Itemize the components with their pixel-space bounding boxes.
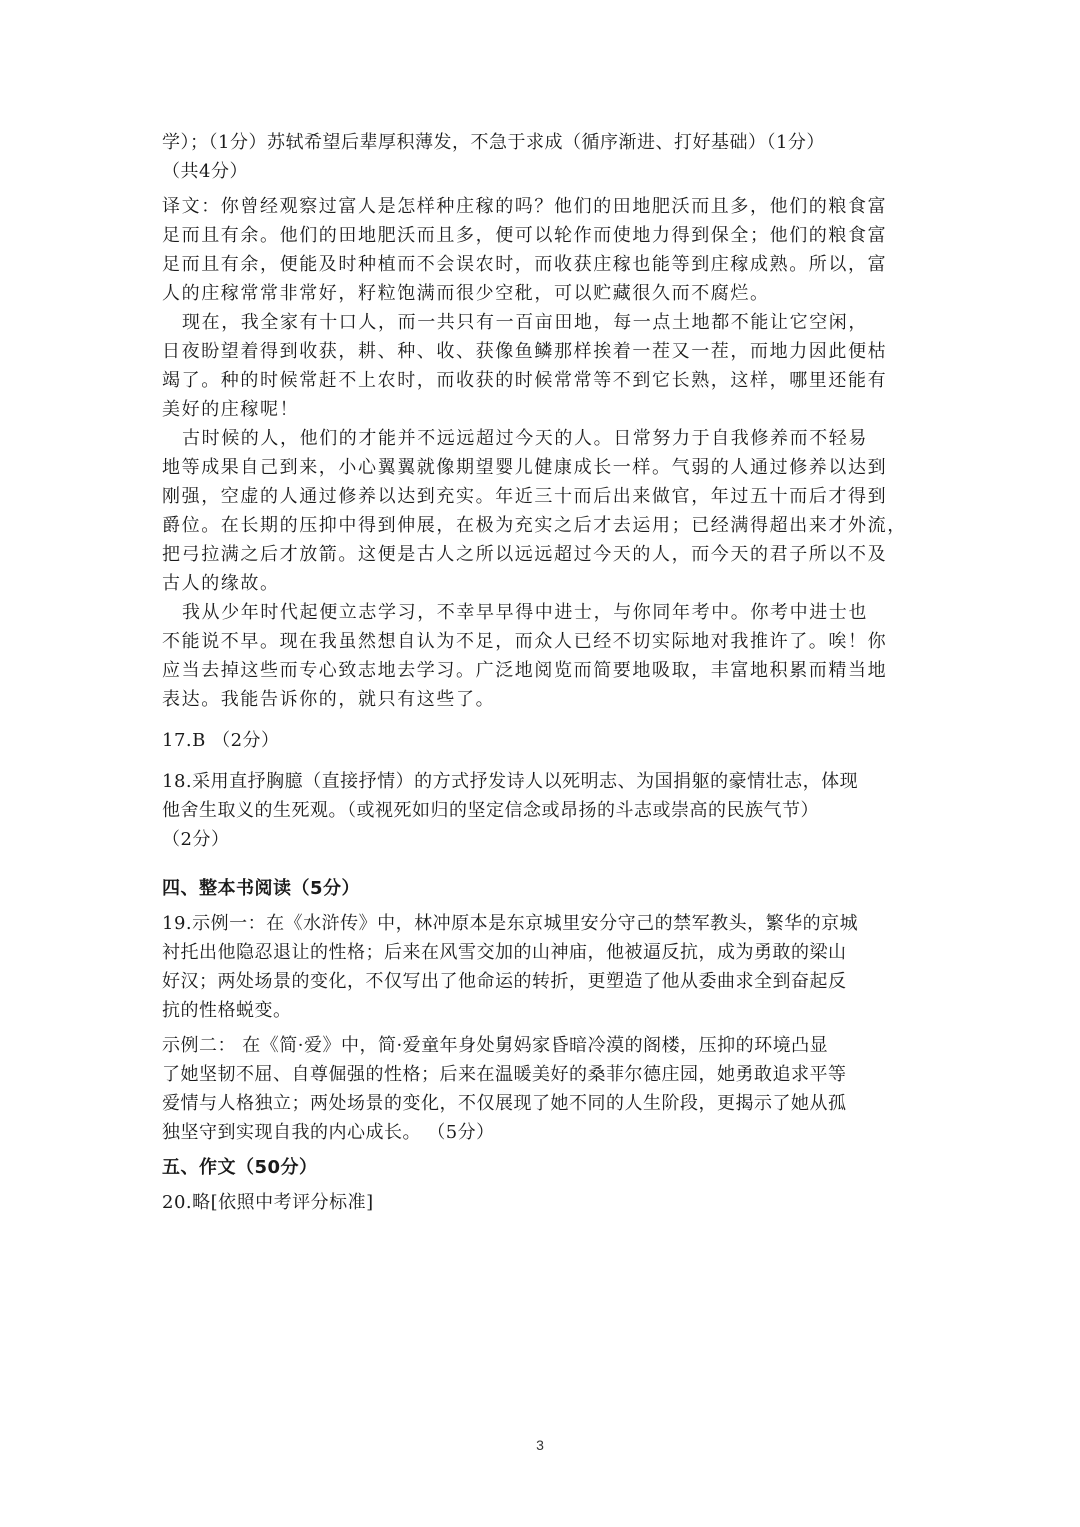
translation-p3-line-5: 把弓拉满之后才放箭。这便是古人之所以远远超过今天的人，而今天的君子所以不及 xyxy=(162,544,888,565)
translation-p4-line-2: 不能说不早。现在我虽然想自认为不足，而众人已经不切实际地对我推许了。唉！你 xyxy=(162,631,888,652)
translation-p3-line-4: 爵位。在长期的压抑中得到伸展，在极为充实之后才去运用；已经满得超出来才外流， xyxy=(162,515,907,536)
answer17: 17.B （2分） xyxy=(162,730,280,751)
translation-p2-line-4: 美好的庄稼呢！ xyxy=(162,399,300,420)
q19-example1-line-1: 19.示例一：在《水浒传》中，林冲原本是东京城里安分守己的禁军教头，繁华的京城 xyxy=(162,913,859,934)
q20-answer: 20.略[依照中考评分标准] xyxy=(162,1192,374,1213)
translation-p4-line-1: 我从少年时代起便立志学习，不幸早早得中进士，与你同年考中。你考中进士也 xyxy=(182,602,868,623)
answer16-line-2: （共4分） xyxy=(162,161,248,182)
answer18-line-2: 他舍生取义的生死观。（或视死如归的坚定信念或昂扬的斗志或崇高的民族气节） xyxy=(162,800,819,821)
translation-p4-line-4: 表达。我能告诉你的，就只有这些了。 xyxy=(162,689,496,710)
section5-heading: 五、作文（50分） xyxy=(162,1157,318,1178)
answer18-line-1: 18.采用直抒胸臆（直接抒情）的方式抒发诗人以死明志、为国捐躯的豪情壮志，体现 xyxy=(162,771,859,792)
translation-p1-line-1: 译文：你曾经观察过富人是怎样种庄稼的吗？他们的田地肥沃而且多，他们的粮食富 xyxy=(162,196,888,217)
q19-example2-line-2: 了她坚韧不屈、自尊倔强的性格；后来在温暖美好的桑菲尔德庄园，她勇敢追求平等 xyxy=(162,1064,847,1085)
translation-p3-line-6: 古人的缘故。 xyxy=(162,573,280,594)
translation-p3-line-3: 刚强，空虚的人通过修养以达到充实。年近三十而后出来做官，年过五十而后才得到 xyxy=(162,486,888,507)
translation-p3-line-1: 古时候的人，他们的才能并不远远超过今天的人。日常努力于自我修养而不轻易 xyxy=(182,428,868,449)
translation-p2-line-1: 现在，我全家有十口人，而一共只有一百亩田地，每一点土地都不能让它空闲， xyxy=(182,312,868,333)
answer18-line-3: （2分） xyxy=(162,829,230,850)
page-number: 3 xyxy=(536,1437,544,1453)
translation-p3-line-2: 地等成果自己到来，小心翼翼就像期望婴儿健康成长一样。气弱的人通过修养以达到 xyxy=(162,457,888,478)
q19-example1-line-2: 衬托出他隐忍退让的性格；后来在风雪交加的山神庙，他被逼反抗，成为勇敢的梁山 xyxy=(162,942,847,963)
answer16-line-1: 学）；（1分）苏轼希望后辈厚积薄发，不急于求成（循序渐进、打好基础）（1分） xyxy=(162,132,825,153)
q19-example2-line-4: 独坚守到实现自我的内心成长。 （5分） xyxy=(162,1122,495,1143)
section4-heading: 四、整本书阅读（5分） xyxy=(162,878,361,899)
q19-example1-line-3: 好汉；两处场景的变化，不仅写出了他命运的转折，更塑造了他从委曲求全到奋起反 xyxy=(162,971,847,992)
translation-p1-line-2: 足而且有余。他们的田地肥沃而且多，便可以轮作而使地力得到保全；他们的粮食富 xyxy=(162,225,888,246)
q19-example2-line-3: 爱情与人格独立；两处场景的变化，不仅展现了她不同的人生阶段，更揭示了她从孤 xyxy=(162,1093,847,1114)
translation-p1-line-4: 人的庄稼常常非常好，籽粒饱满而很少空秕，可以贮藏很久而不腐烂。 xyxy=(162,283,770,304)
page-content xyxy=(162,128,914,1217)
q19-example1-line-4: 抗的性格蜕变。 xyxy=(162,1000,292,1021)
q19-example2-line-1: 示例二： 在《简·爱》中，简·爱童年身处舅妈家昏暗冷漠的阁楼，压抑的环境凸显 xyxy=(162,1035,829,1056)
translation-p1-line-3: 足而且有余，便能及时种植而不会误农时，而收获庄稼也能等到庄稼成熟。所以，富 xyxy=(162,254,888,275)
translation-p4-line-3: 应当去掉这些而专心致志地去学习。广泛地阅览而简要地吸取，丰富地积累而精当地 xyxy=(162,660,888,681)
translation-p2-line-2: 日夜盼望着得到收获，耕、种、收、获像鱼鳞那样挨着一茬又一茬，而地力因此便枯 xyxy=(162,341,888,362)
translation-p2-line-3: 竭了。种的时候常赶不上农时，而收获的时候常常等不到它长熟，这样，哪里还能有 xyxy=(162,370,888,391)
